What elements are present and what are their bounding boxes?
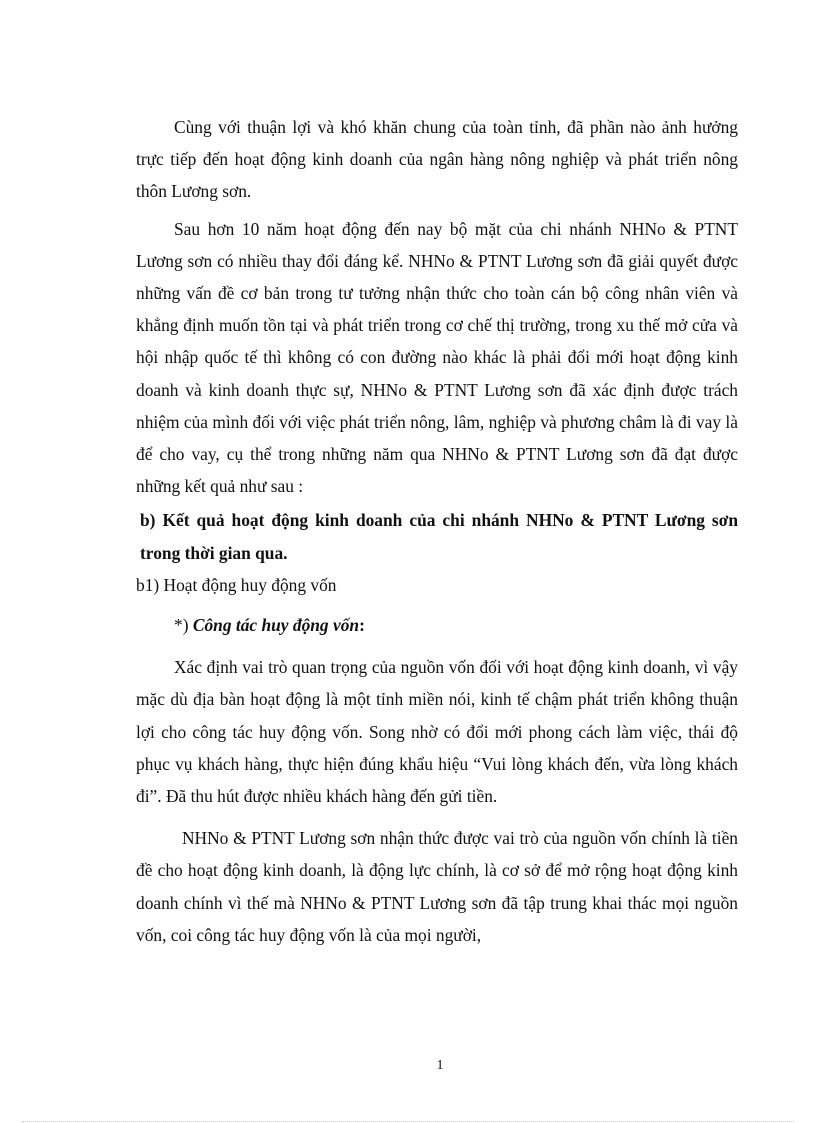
paragraph-3: Xác định vai trò quan trọng của nguồn vốn đối với hoạt động kinh doanh, vì vậy mặc dù địa bàn hoạt động là một tỉnh miền nói, kinh tế chậm phát triển không thuận lợi cho công tác huy động vốn. Song nhờ có đổi mới phong cách làm việc, thái độ phục vụ khách hàng, thực hiện đúng khẩu hiệu “Vui lòng khách đến, vừa lòng khách đi”. Đã thu hút được nhiều khách hàng đến gửi tiền. [136,657,738,807]
paragraph-2: Sau hơn 10 năm hoạt động đến nay bộ mặt của chi nhánh NHNo & PTNT Lương sơn có nhiều thay đổi đáng kể. NHNo & PTNT Lương sơn đã giải quyết được những vấn đề cơ bản trong tư tưởng nhận thức cho toàn cán bộ công nhân viên và khẳng định muốn tồn tại và phát triển trong cơ chế thị trường, trong xu thế mở cửa và hội nhập quốc tế thì không có con đường nào khác là phải đổi mới hoạt động kinh doanh và kinh doanh thực sự, NHNo & PTNT Lương sơn đã xác định được trách nhiệm của mình đối với việc phát triển nông, lâm, nghiệp và phương châm là đi vay là để cho vay, cụ thể trong những năm qua NHNo & PTNT Lương sơn đã đạt được những kết quả như sau : [136,218,738,497]
star-prefix: *) [174,615,189,636]
subsection-heading: b1) Hoạt động huy động vốn [136,574,337,595]
paragraph-4: NHNo & PTNT Lương sơn nhận thức được vai trò của nguồn vốn chính là tiền đề cho hoạt động kinh doanh, là động lực chính, là cơ sở để mở rộng hoạt động kinh doanh chính vì thế mà NHNo & PTNT Lương sơn đã tập trung khai thác mọi nguồn vốn, coi công tác huy động vốn là của mọi người, [136,828,738,945]
star-title: Công tác huy động vốn [192,615,360,636]
page-bottom-divider [22,1121,794,1122]
paragraph-1: Cùng với thuận lợi và khó khăn chung của toàn tỉnh, đã phần nào ảnh hưởng trực tiếp đến hoạt động kinh doanh của ngân hàng nông nghiệp và phát triển nông thôn Lương sơn. [136,117,738,202]
section-heading: b) Kết quả hoạt động kinh doanh của chi nhánh NHNo & PTNT Lương sơn trong thời gian qua. [140,510,738,563]
page-number: 1 [436,1058,444,1073]
star-heading [174,609,738,641]
document-body [136,111,738,951]
star-colon: : [359,615,365,636]
